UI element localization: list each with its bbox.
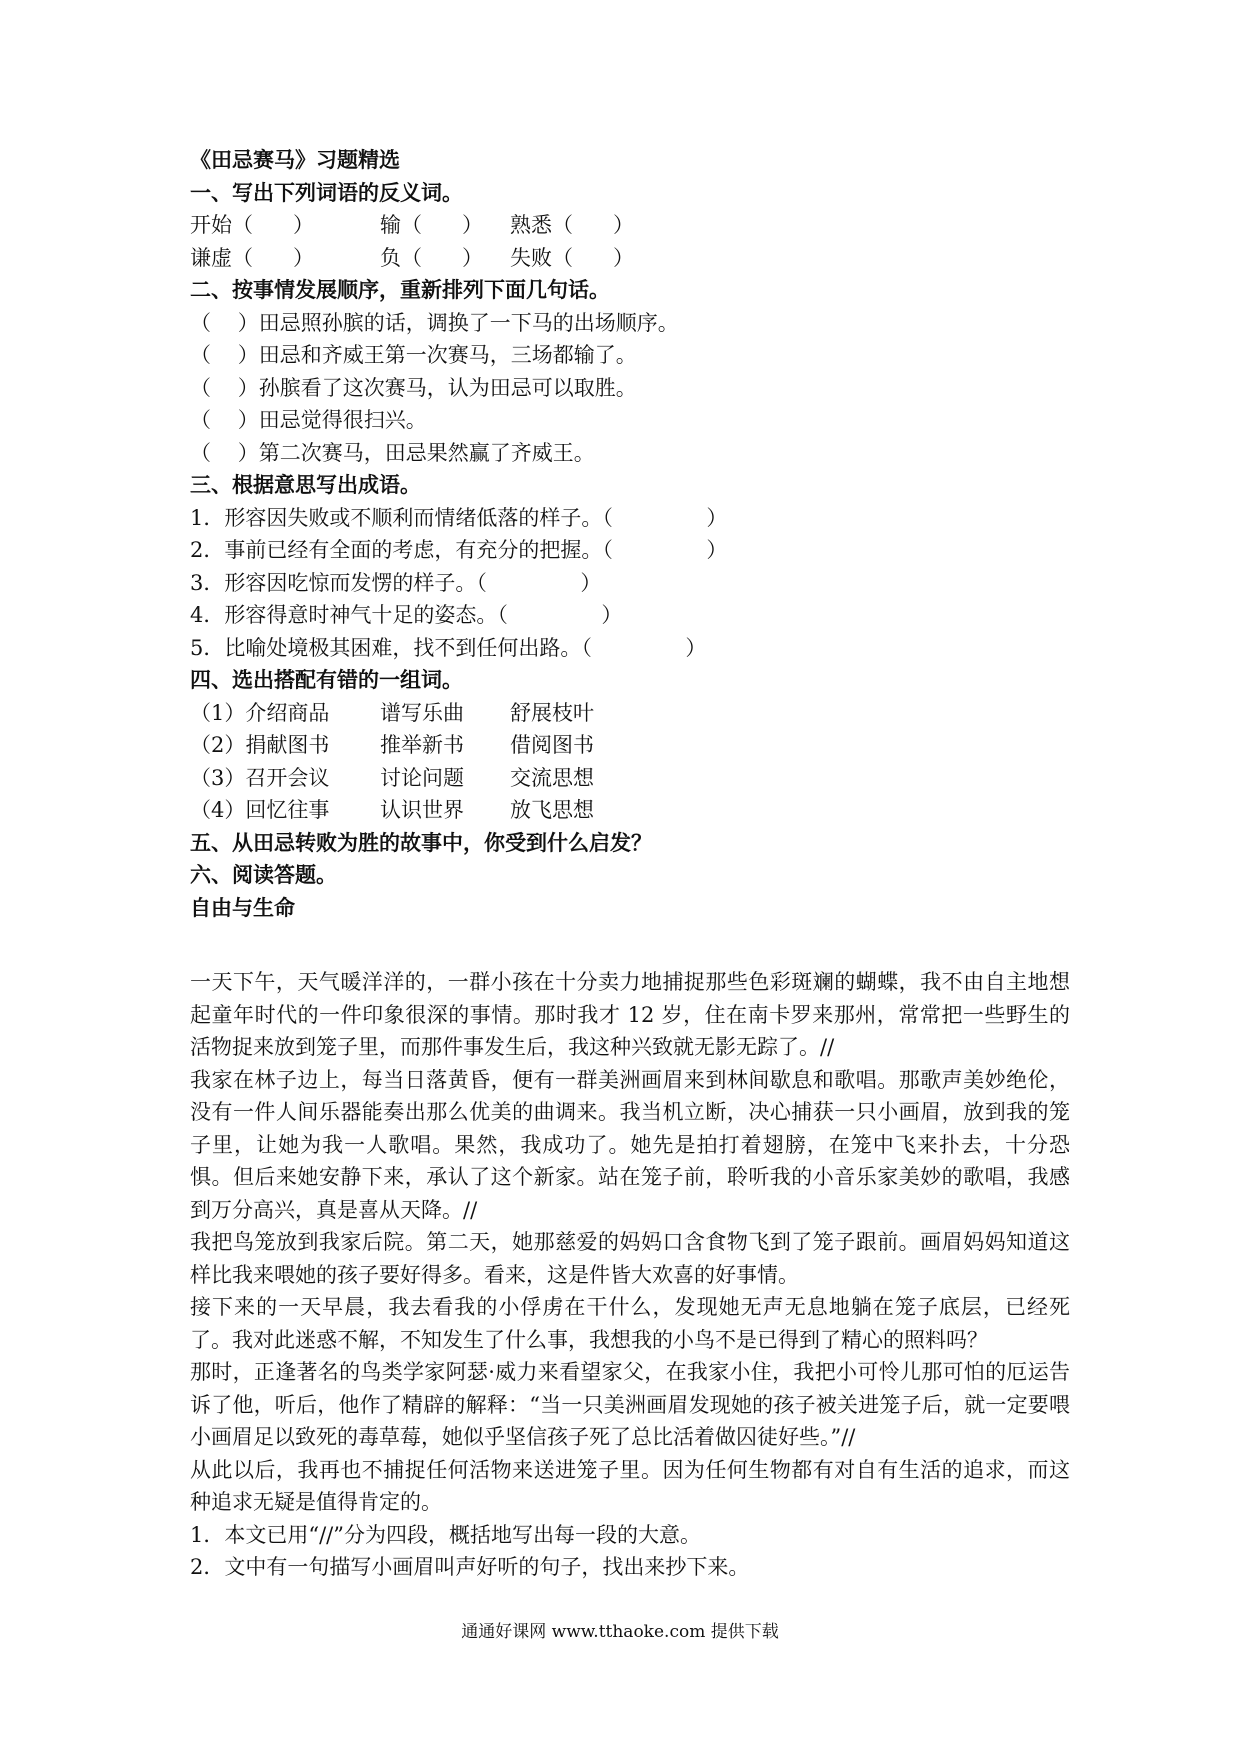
word-group-item: （3）召开会议 [190, 765, 330, 790]
reading-question: 2．文中有一句描写小画眉叫声好听的句子，找出来抄下来。 [190, 1555, 750, 1579]
story-paragraph: 我家在林子边上，每当日落黄昏，便有一群美洲画眉来到林间歇息和歌唱。那歌声美妙绝伦，没有一件人间乐器能奏出那么优美的曲调来。我当机立断，决心捕获一只小画眉，放到我的笼子里，让她为我一人歌唱。果然，我成功了。她先是拍打着翅膀，在笼中飞来扑去，十分恐惧。但后来她安静下来，承认了这个新家。站在笼子前，聆听我的小音乐家美妙的歌唱，我感到万分高兴，真是喜从天降。// [190, 1067, 1070, 1222]
antonym-item: 谦虚（ ） [190, 245, 315, 270]
idiom-item: 2．事前已经有全面的考虑，有充分的把握。（ ） [190, 538, 728, 562]
section-4-heading: 四、选出搭配有错的一组词。 [190, 667, 463, 692]
story-title: 自由与生命 [190, 894, 295, 920]
antonym-item: 开始（ ） [190, 213, 315, 237]
word-group-item: 舒展枝叶 [510, 700, 594, 725]
antonym-item: 失败（ ） [510, 245, 635, 270]
reading-question: 1．本文已用“//”分为四段，概括地写出每一段的大意。 [190, 1522, 701, 1547]
word-group-row [190, 762, 1070, 795]
ordering-item: （ ）田忌觉得很扫兴。 [190, 408, 427, 432]
story-paragraph: 一天下午，天气暖洋洋的，一群小孩在十分卖力地捕捉那些色彩斑斓的蝴蝶，我不由自主地想起童年时代的一件印象很深的事情。那时我才 12 岁，住在南卡罗来那州，常常把一些野生的活物捉来放到笼子里，而那件事发生后，我这种兴致就无影无踪了。// [190, 970, 1070, 1059]
word-group-item: 推举新书 [380, 733, 464, 757]
idiom-item: 1．形容因失败或不顺利而情绪低落的样子。（ ） [190, 505, 728, 530]
section-5-heading: 五、从田忌转败为胜的故事中，你受到什么启发？ [190, 829, 652, 855]
ordering-item: （ ）第二次赛马，田忌果然赢了齐威王。 [190, 440, 595, 465]
story-paragraph: 那时，正逢著名的鸟类学家阿瑟·威力来看望家父，在我家小住，我把小可怜儿那可怕的厄运告诉了他，听后，他作了精辟的解释：“当一只美洲画眉发现她的孩子被关进笼子后，就一定要喂小画眉足以致死的毒草莓，她似乎坚信孩子死了总比活着做囚徒好些。”// [190, 1360, 1070, 1449]
antonym-item: 熟悉（ ） [510, 213, 635, 237]
word-group-item: 谱写乐曲 [380, 700, 464, 725]
story-paragraph: 我把鸟笼放到我家后院。第二天，她那慈爱的妈妈口含食物飞到了笼子跟前。画眉妈妈知道这样比我来喂她的孩子要好得多。看来，这是件皆大欢喜的好事情。 [190, 1230, 1070, 1287]
ordering-item: （ ）孙膑看了这次赛马，认为田忌可以取胜。 [190, 375, 637, 400]
section-3-heading: 三、根据意思写出成语。 [190, 472, 421, 497]
word-group-item: （1）介绍商品 [190, 700, 330, 725]
worksheet [190, 144, 1070, 1584]
ordering-item: （ ）田忌照孙膑的话，调换了一下马的出场顺序。 [190, 310, 679, 335]
word-group-row [190, 794, 1070, 827]
story-paragraph: 接下来的一天早晨，我去看我的小俘虏在干什么，发现她无声无息地躺在笼子底层，已经死了。我对此迷惑不解，不知发生了什么事，我想我的小鸟不是已得到了精心的照料吗？ [190, 1295, 1070, 1352]
section-6-heading: 六、阅读答题。 [190, 862, 337, 887]
antonym-row [190, 242, 1070, 275]
word-group-item: 放飞思想 [510, 798, 594, 822]
spacer [190, 924, 1070, 966]
section-1-heading: 一、写出下列词语的反义词。 [190, 179, 463, 205]
antonym-row [190, 209, 1070, 242]
antonym-item: 负（ ） [380, 245, 484, 270]
word-group-row [190, 697, 1070, 730]
antonym-item: 输（ ） [380, 213, 484, 237]
section-2-heading: 二、按事情发展顺序，重新排列下面几句话。 [190, 277, 610, 302]
word-group-item: （4）回忆往事 [190, 798, 330, 822]
idiom-item: 4．形容得意时神气十足的姿态。（ ） [190, 603, 623, 627]
word-group-row [190, 729, 1070, 762]
idiom-item: 3．形容因吃惊而发愣的样子。（ ） [190, 570, 602, 595]
word-group-item: 认识世界 [380, 798, 464, 822]
word-group-item: （2）捐献图书 [190, 733, 330, 757]
word-group-item: 借阅图书 [510, 733, 594, 757]
word-group-item: 讨论问题 [380, 765, 464, 790]
story-paragraph: 从此以后，我再也不捕捉任何活物来送进笼子里。因为任何生物都有对自有生活的追求，而这种追求无疑是值得肯定的。 [190, 1457, 1070, 1514]
word-group-item: 交流思想 [510, 765, 594, 790]
idiom-item: 5．比喻处境极其困难，找不到任何出路。（ ） [190, 635, 707, 660]
page-title: 《田忌赛马》习题精选 [190, 147, 400, 172]
ordering-item: （ ）田忌和齐威王第一次赛马，三场都输了。 [190, 343, 637, 367]
footer-credit: 通通好课网 www.tthaoke.com 提供下载 [461, 1622, 779, 1642]
